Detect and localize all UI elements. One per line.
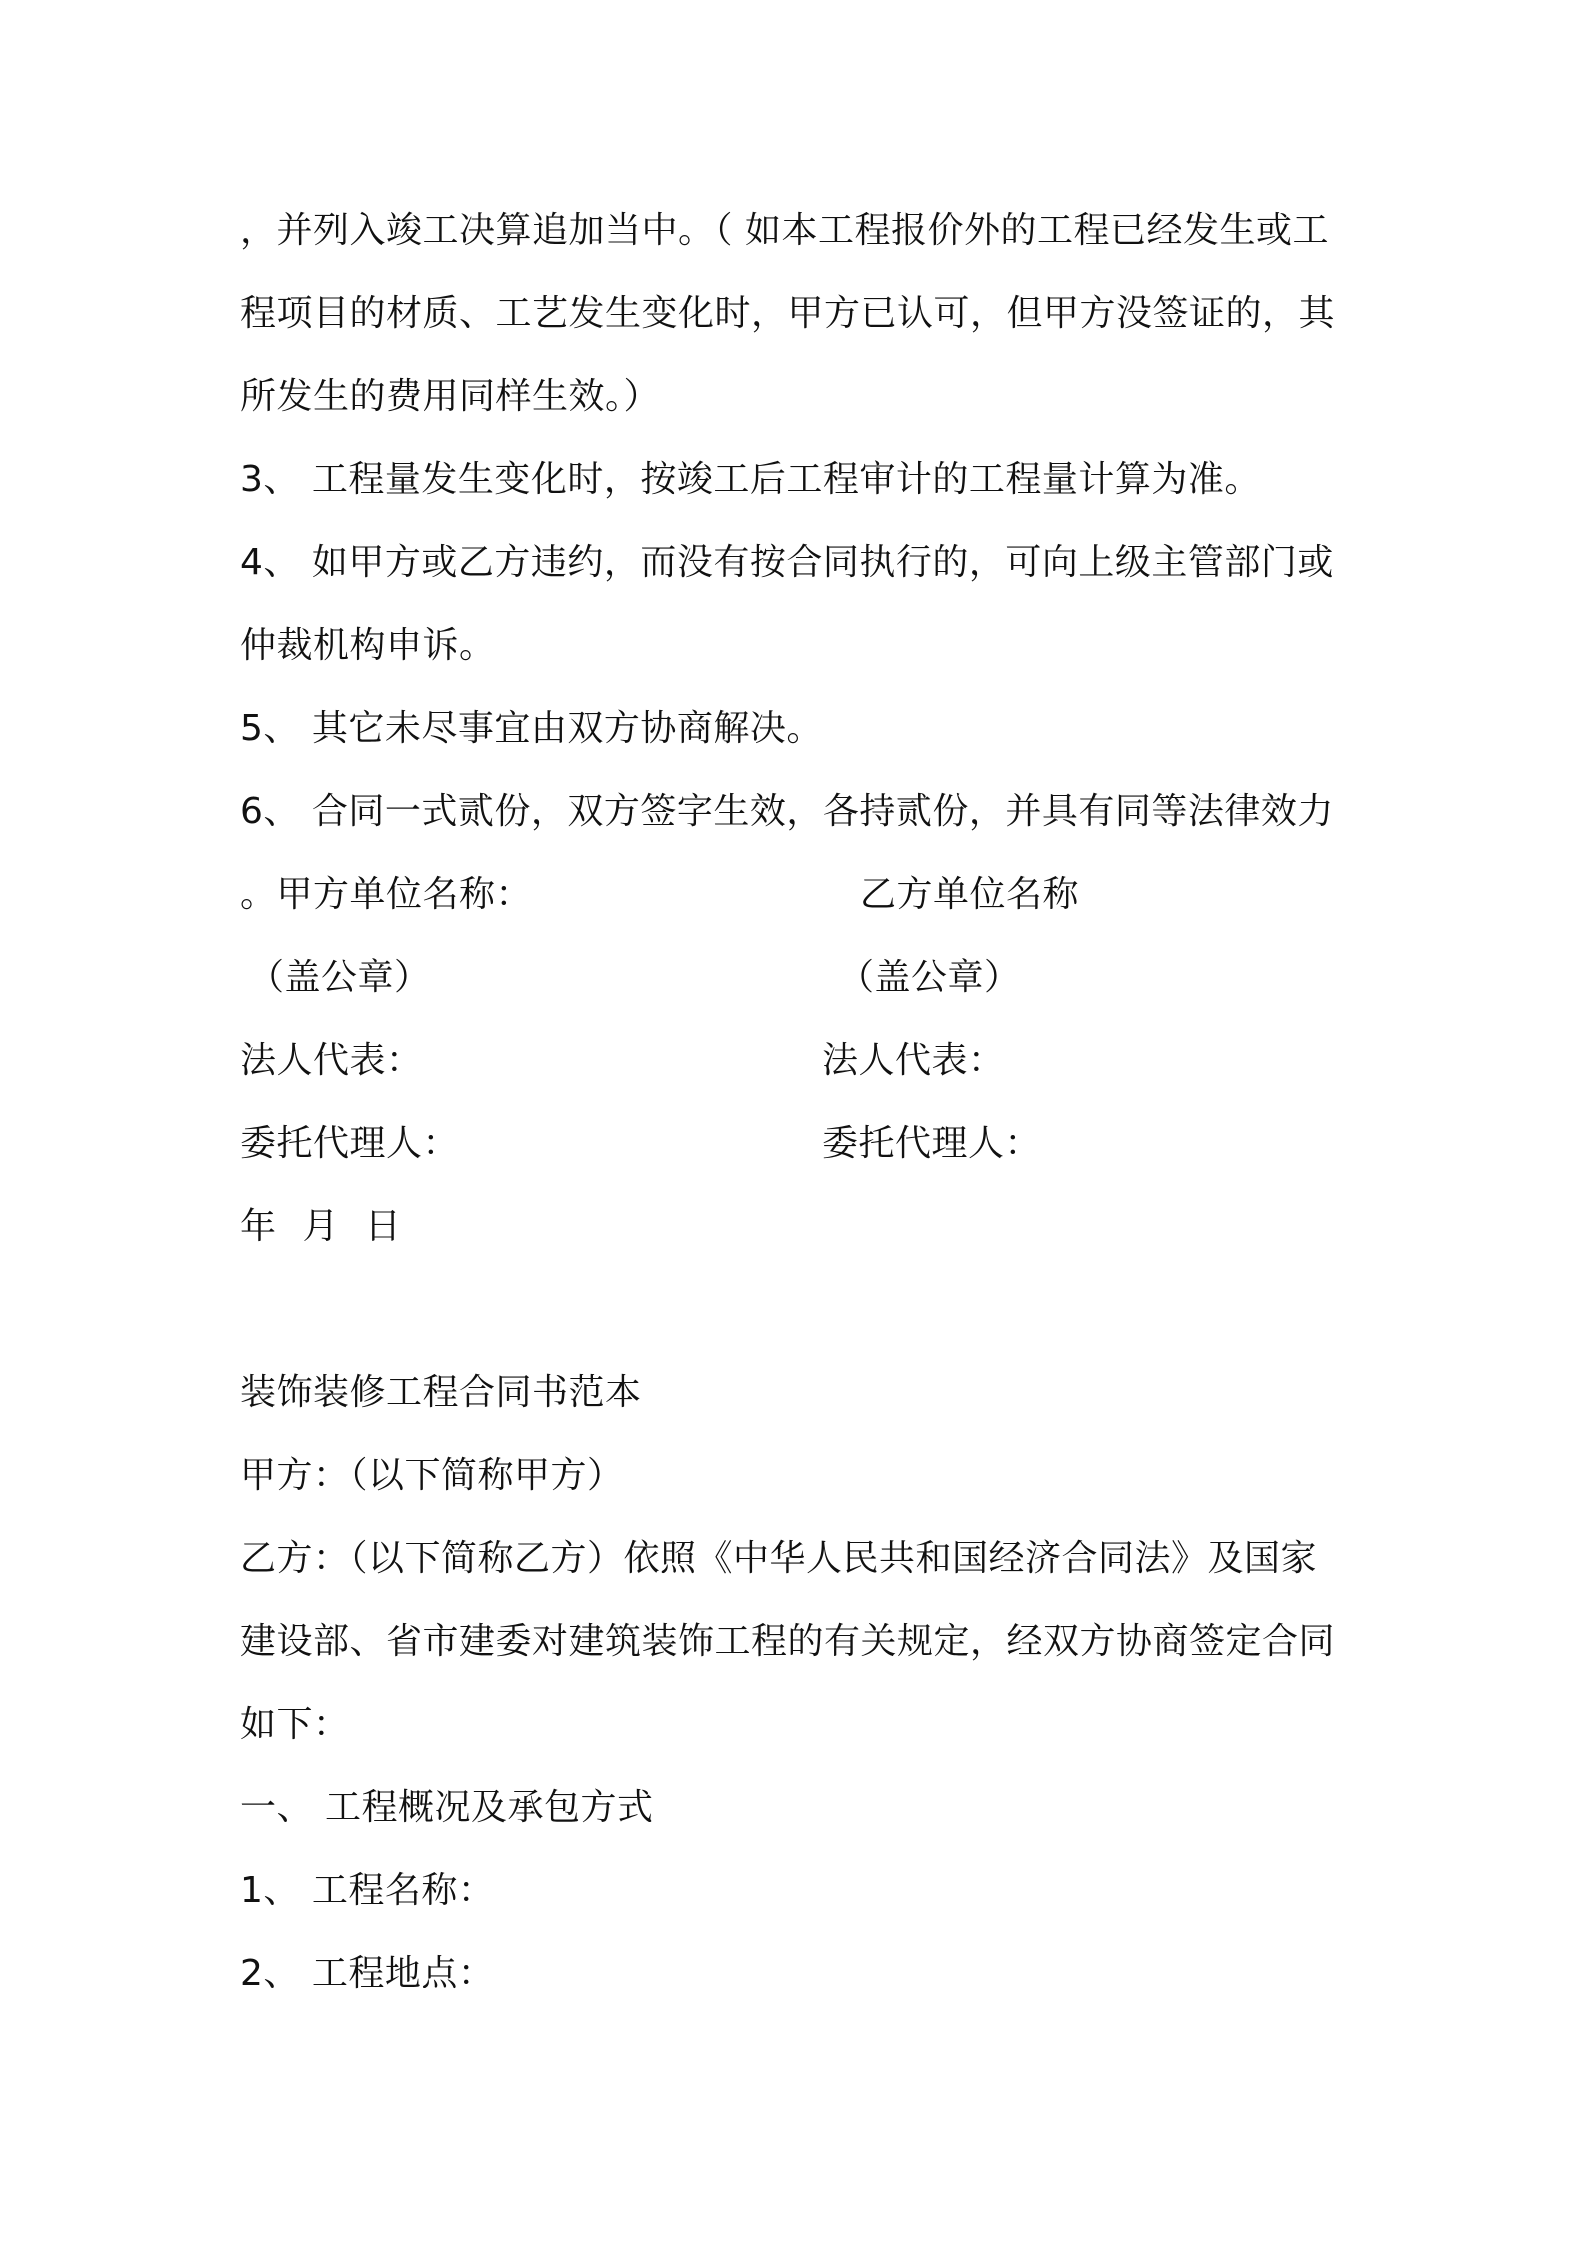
clause-6: 6、 合同一式贰份，双方签字生效，各持贰份，并具有同等法律效力 — [240, 791, 1334, 832]
party-b-line: 乙方：（以下简称乙方）依照《中华人民共和国经济合同法》及国家 — [240, 1538, 1318, 1579]
section-heading: 一、 工程概况及承包方式 — [240, 1787, 654, 1828]
party-b-seal-label: （盖公章） — [838, 957, 1021, 998]
project-name-label: 1、 工程名称： — [240, 1870, 495, 1911]
paragraph-line: 建设部、省市建委对建筑装饰工程的有关规定，经双方协商签定合同 — [240, 1621, 1336, 1662]
party-a-line: 甲方：（以下简称甲方） — [240, 1455, 624, 1496]
party-b-legal-rep-label: 法人代表： — [822, 1040, 1005, 1081]
party-a-seal-label: （盖公章） — [248, 957, 431, 998]
party-a-legal-rep-label: 法人代表： — [240, 1040, 423, 1081]
paragraph-line: ，并列入竣工决算追加当中。（ 如本工程报价外的工程已经发生或工 — [240, 210, 1329, 251]
clause-4: 4、 如甲方或乙方违约，而没有按合同执行的，可向上级主管部门或 — [240, 542, 1334, 583]
party-a-unit-label: 。甲方单位名称： — [240, 874, 533, 915]
paragraph-line: 如下： — [240, 1704, 350, 1745]
clause-5: 5、 其它未尽事宜由双方协商解决。 — [240, 708, 823, 749]
party-a-agent-label: 委托代理人： — [240, 1123, 460, 1164]
project-location-label: 2、 工程地点： — [240, 1953, 495, 1994]
paragraph-line: 所发生的费用同样生效。） — [240, 376, 661, 417]
date-label: 年 月 日 — [240, 1206, 402, 1247]
party-b-unit-label: 乙方单位名称 — [860, 874, 1080, 915]
party-b-agent-label: 委托代理人： — [822, 1123, 1042, 1164]
paragraph-line: 程项目的材质、工艺发生变化时，甲方已认可，但甲方没签证的，其 — [240, 293, 1336, 334]
clause-3: 3、 工程量发生变化时，按竣工后工程审计的工程量计算为准。 — [240, 459, 1261, 500]
paragraph-line: 仲裁机构申诉。 — [240, 625, 496, 666]
document-title: 装饰装修工程合同书范本 — [240, 1372, 642, 1413]
